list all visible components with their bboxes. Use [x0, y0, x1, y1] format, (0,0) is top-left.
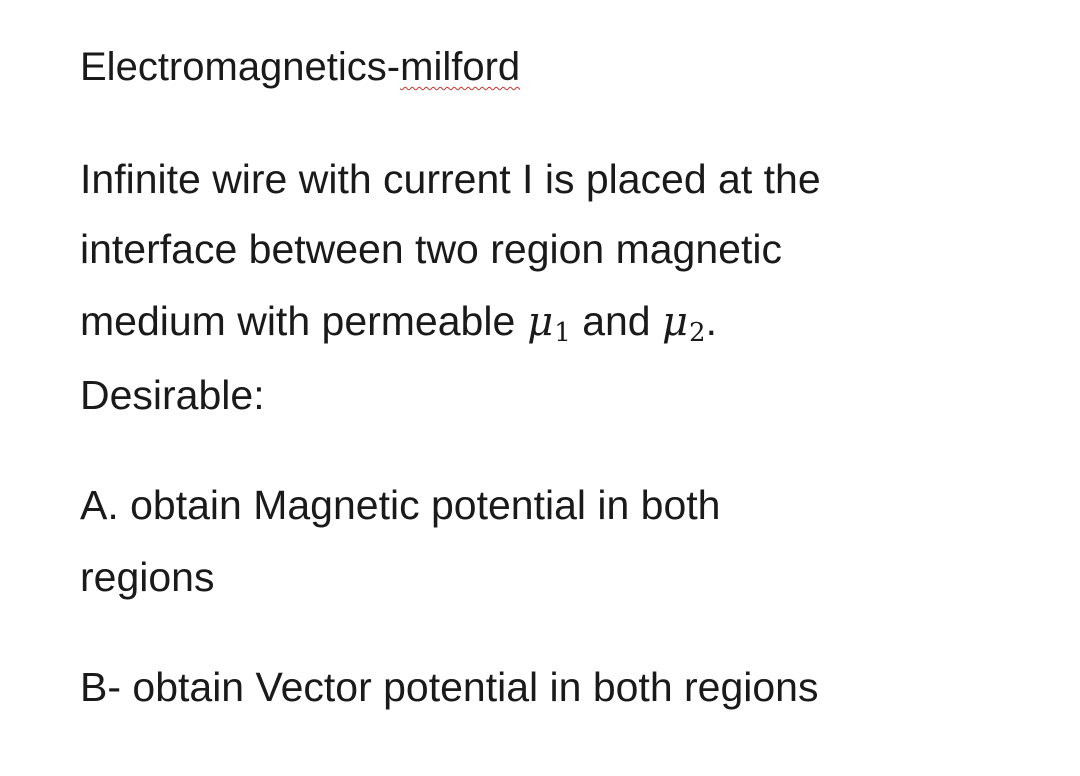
title-prefix: Electromagnetics- [80, 45, 401, 89]
spellcheck-flagged-word[interactable]: milford [400, 45, 521, 89]
period-text: . [705, 298, 717, 344]
mu2-symbol: $\mu_2$ [662, 299, 706, 348]
problem-line-2: interface between two region magnetic [80, 226, 782, 272]
document-title [80, 42, 520, 92]
problem-line-1: Infinite wire with current I is placed at the [80, 156, 821, 202]
desirable-heading: Desirable: [80, 372, 265, 418]
and-text: and [582, 298, 651, 344]
problem-line-3 [80, 296, 717, 358]
item-b: B- obtain Vector potential in both regions [80, 664, 819, 710]
item-a-line-2: regions [80, 554, 215, 600]
document-page [80, 0, 1040, 776]
item-a-line-1: A. obtain Magnetic potential in both [80, 482, 721, 528]
permeable-text: medium with permeable [80, 298, 516, 344]
mu1-symbol: $\mu_1$ [527, 299, 571, 348]
